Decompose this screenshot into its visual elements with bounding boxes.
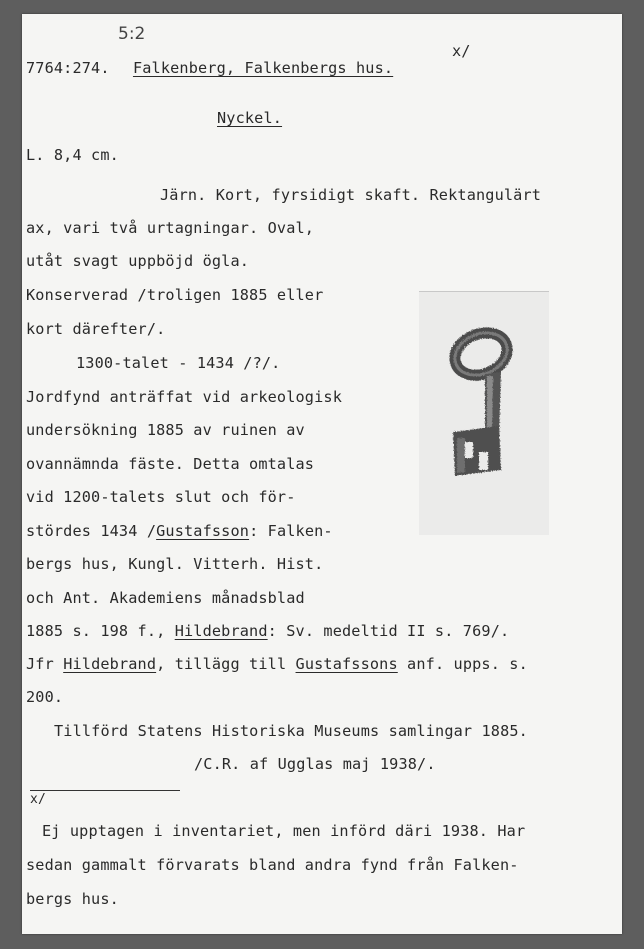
iron-key-image (419, 292, 549, 535)
desc-line: stördes 1434 /Gustafsson: Falken- (26, 522, 333, 540)
reference-author: Hildebrand (174, 622, 268, 640)
footnote-line: bergs hus. (26, 890, 119, 908)
desc-line: kort därefter/. (26, 320, 166, 338)
desc-line: Konserverad /troligen 1885 eller (26, 286, 324, 304)
catalog-number: 7764:274. (26, 59, 110, 77)
catalog-card (22, 14, 622, 934)
desc-line: Järn. Kort, fyrsidigt skaft. Rektangulärt (160, 186, 542, 204)
reference-author: Gustafsson (156, 522, 250, 540)
desc-line: 1885 s. 198 f., Hildebrand: Sv. medeltid II s. 769/. (26, 622, 510, 640)
desc-line: vid 1200-talets slut och för- (26, 488, 296, 506)
desc-line: utåt svagt uppböjd ögla. (26, 252, 250, 270)
acquisition-line: Tillförd Statens Historiska Museums samlingar 1885. (54, 722, 528, 740)
desc-line: Jordfynd anträffat vid arkeologisk (26, 388, 342, 406)
footnote-divider (30, 790, 180, 791)
desc-line: och Ant. Akademiens månadsblad (26, 589, 305, 607)
object-title: Nyckel. (217, 109, 283, 127)
reference-author: Hildebrand (63, 655, 157, 673)
desc-line: 200. (26, 688, 64, 706)
footnote-mark: x/ (30, 792, 46, 807)
footnote-line: sedan gammalt förvarats bland andra fynd från Falken- (26, 856, 519, 874)
reference-author: Gustafssons (295, 655, 398, 673)
dating-line: 1300-talet - 1434 /?/. (76, 354, 281, 372)
signature-line: /C.R. af Ugglas maj 1938/. (194, 755, 436, 773)
card-header (26, 59, 393, 77)
desc-line: undersökning 1885 av ruinen av (26, 421, 305, 439)
footnote-line: Ej upptagen i inventariet, men införd däri 1938. Har (42, 822, 526, 840)
object-length: L. 8,4 cm. (26, 146, 119, 164)
desc-line: ovannämnda fäste. Detta omtalas (26, 455, 315, 473)
key-photo (419, 291, 549, 535)
footnote-mark-top: x/ (452, 42, 471, 60)
desc-line: ax, vari två urtagningar. Oval, (26, 219, 315, 237)
desc-line: bergs hus, Kungl. Vitterh. Hist. (26, 555, 324, 573)
site-name: Falkenberg, Falkenbergs hus. (132, 59, 394, 77)
handwritten-mark: 5:2 (118, 24, 146, 44)
desc-line: Jfr Hildebrand, tillägg till Gustafssons anf. upps. s. (26, 655, 528, 673)
